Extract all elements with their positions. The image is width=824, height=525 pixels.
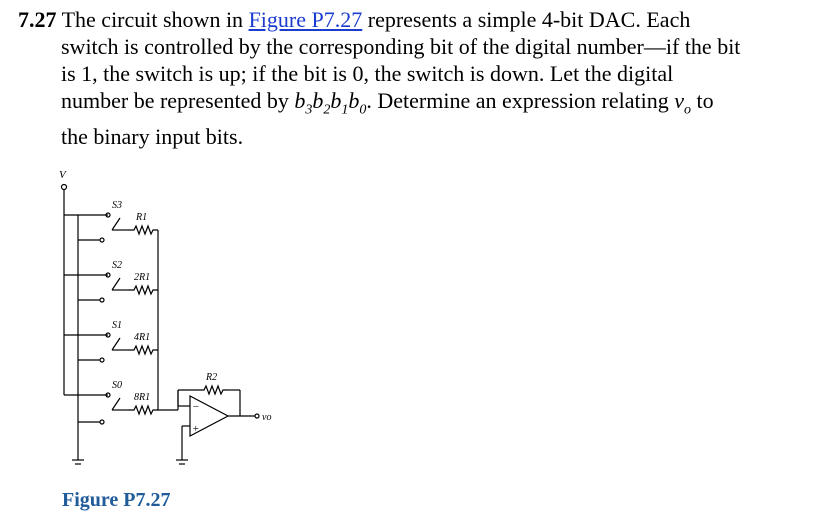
- 2r1-label: 2R1: [134, 272, 151, 283]
- problem-line-4-pre: number be represented by: [61, 88, 295, 113]
- figure-link[interactable]: Figure P7.27: [248, 7, 363, 32]
- problem-first-line: [18, 6, 808, 33]
- problem-statement: [18, 6, 808, 150]
- s2-label: S2: [112, 260, 122, 271]
- output-voltage-symbol: $v_o$: [674, 88, 692, 118]
- problem-line-4-mid: . Determine an expression relating: [366, 88, 675, 113]
- 8r1-label: 8R1: [134, 392, 151, 403]
- minus-label: −: [192, 401, 200, 413]
- r1-label: R1: [136, 212, 148, 223]
- dac-circuit-diagram: [50, 160, 300, 480]
- problem-line-5: the binary input bits.: [61, 124, 244, 150]
- s3-label: S3: [112, 200, 122, 211]
- figure-caption: Figure P7.27: [62, 489, 171, 511]
- s1-label: S1: [112, 320, 122, 331]
- r2-label: R2: [206, 372, 218, 383]
- plus-label: +: [192, 423, 200, 435]
- problem-text-2: represents a simple 4-bit DAC. Each: [362, 7, 691, 32]
- v-terminal: [62, 185, 67, 190]
- problem-text-1: The circuit shown in: [56, 7, 249, 32]
- vo-label: vo: [262, 412, 272, 423]
- problem-line-3: is 1, the switch is up; if the bit is 0, the switch is down. Let the digital: [61, 61, 674, 86]
- problem-line-4: [18, 87, 808, 123]
- problem-number: 7.27: [18, 7, 57, 32]
- binary-expression: $b_3b_2b_1b_0$: [294, 88, 367, 118]
- 4r1-label: 4R1: [134, 332, 151, 343]
- s0-label: S0: [112, 380, 122, 391]
- v-label: V: [59, 169, 66, 181]
- problem-line-4-post: to: [691, 88, 714, 113]
- problem-line-2: switch is controlled by the corresponding bit of the digital number—if the bit: [61, 34, 741, 59]
